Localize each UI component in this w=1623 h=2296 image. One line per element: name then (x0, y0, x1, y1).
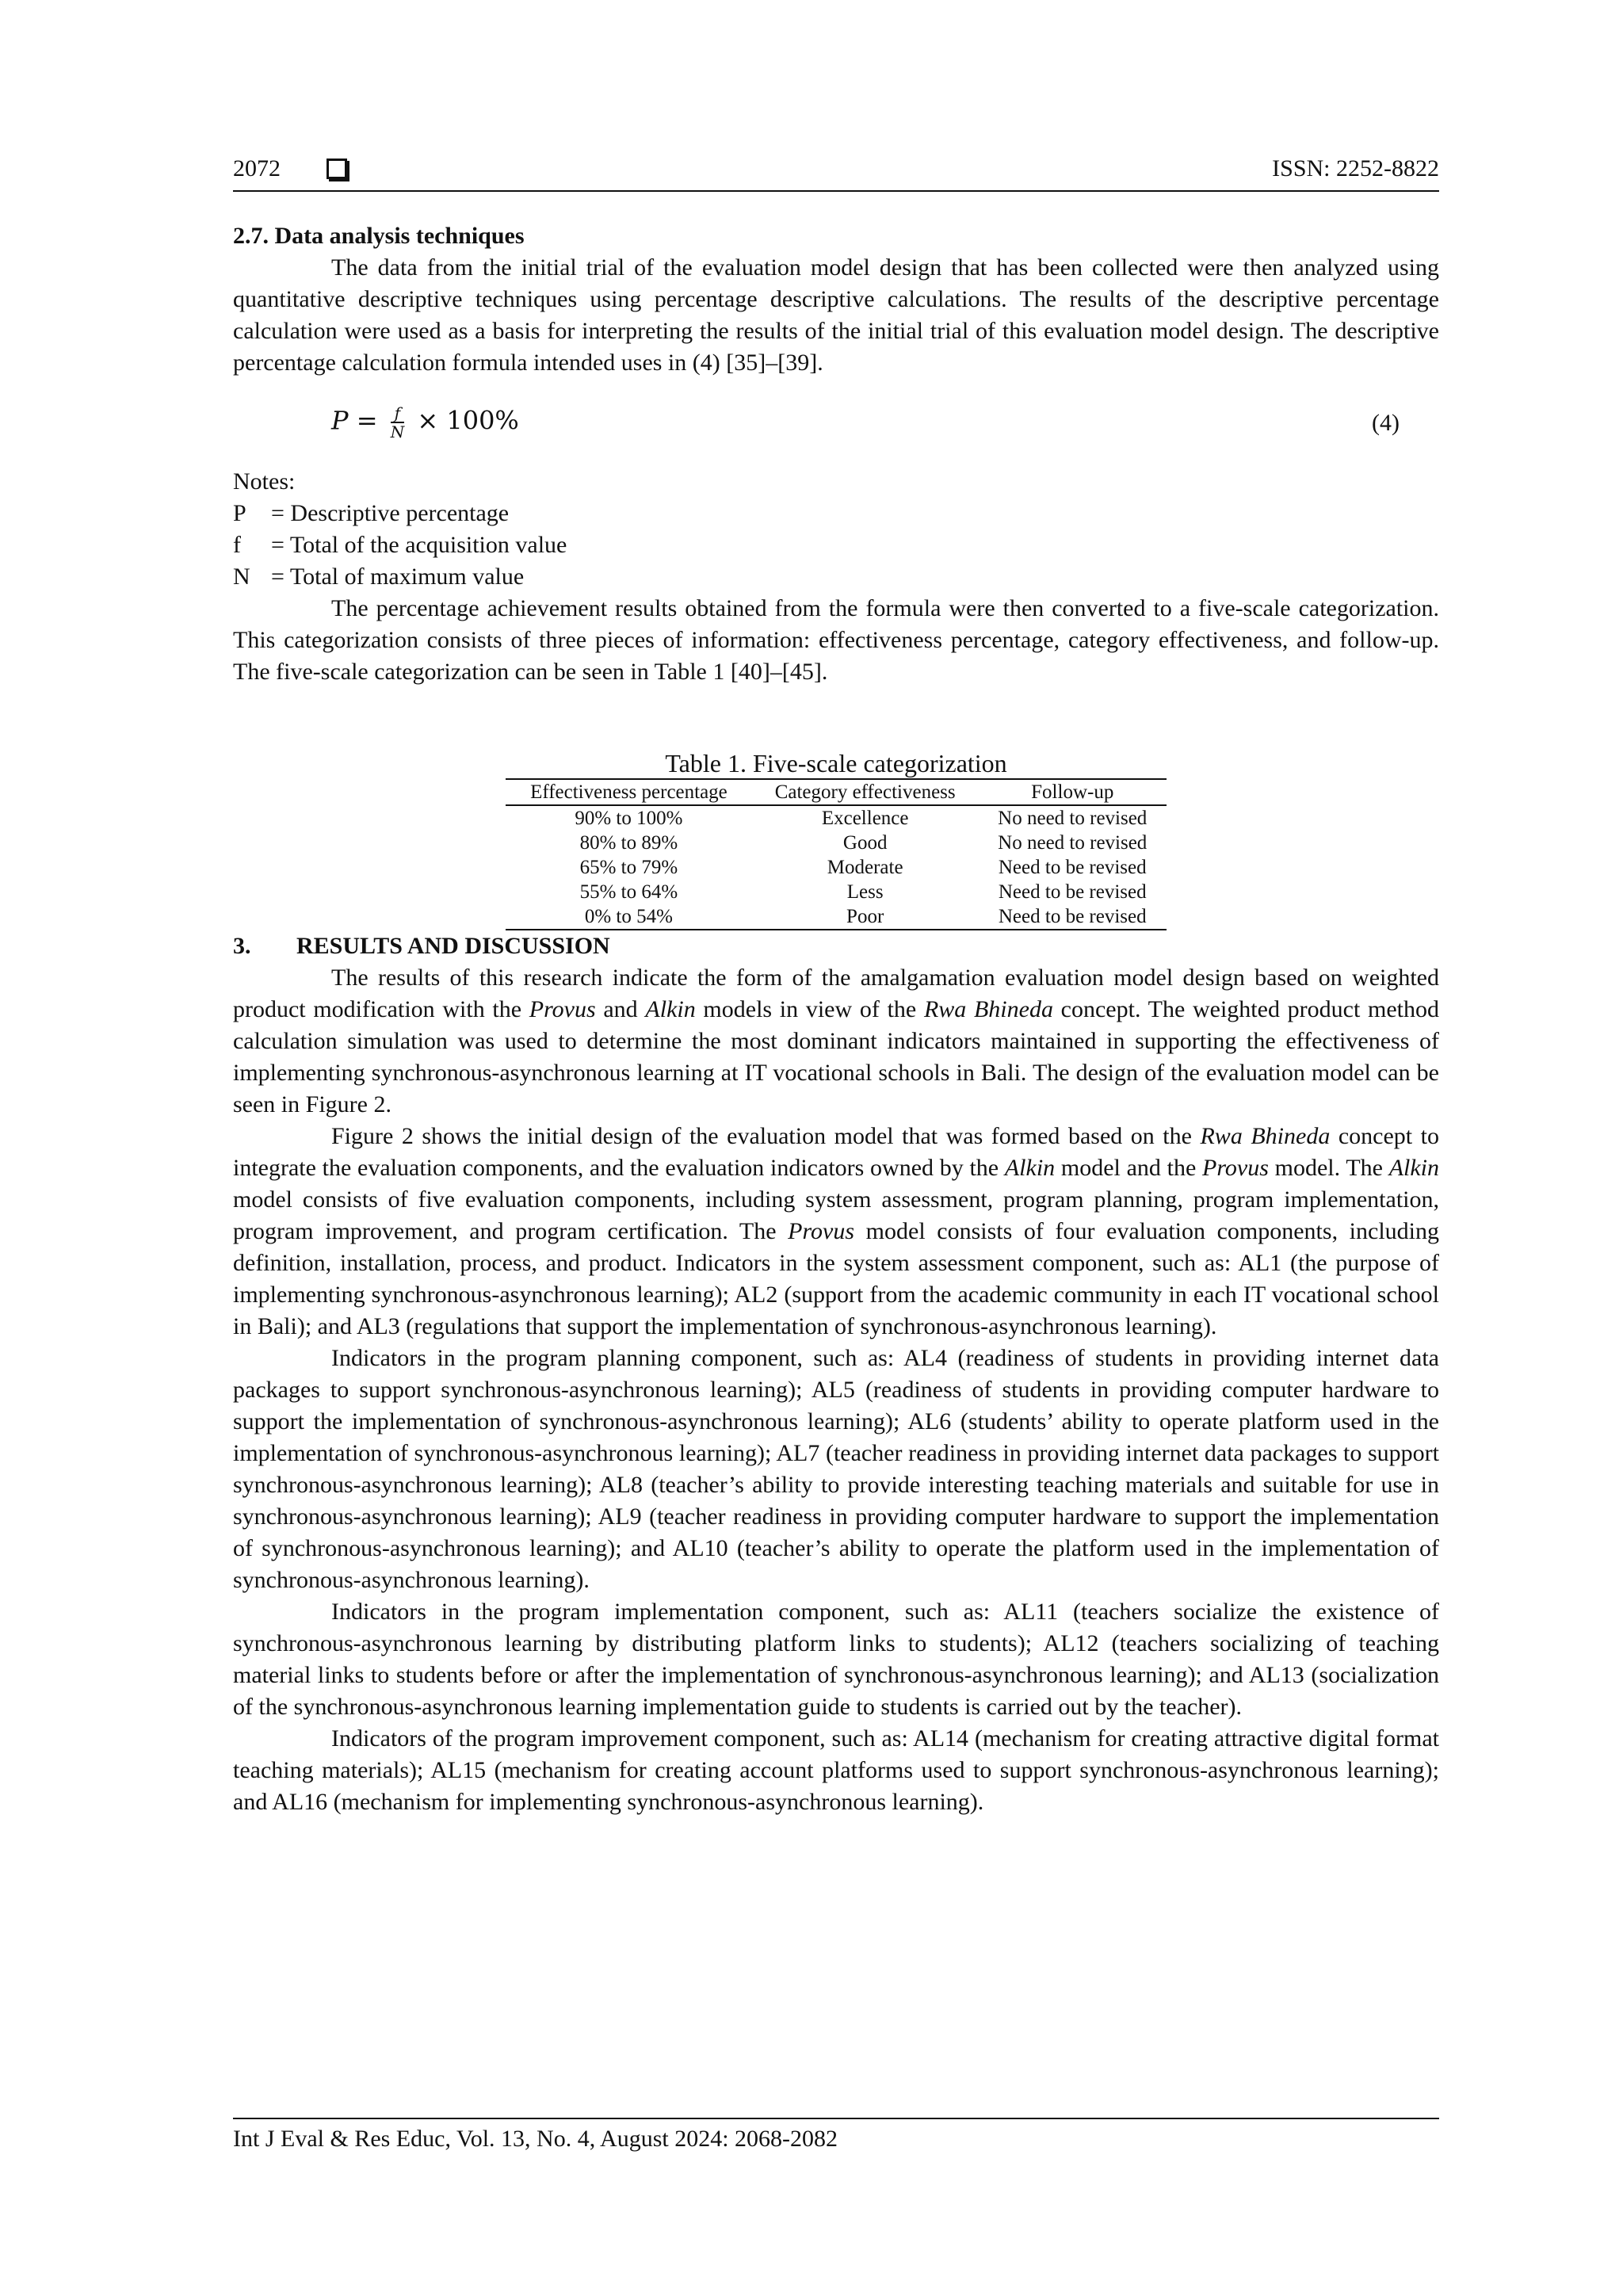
notes-label: Notes: (233, 468, 296, 495)
paragraph: Indicators in the program planning component, such as: AL4 (readiness of students in providing internet data packages to support synchronous-asynchronous learning); AL5 (readiness of students in providing computer hardware to support the implementation of synchronous-asynchronous learning); AL6 (students’ ability to operate platform used in the implementation of synchronous-asynchronous learning); AL7 (teacher readiness in providing internet data packages to support synchronous-asynchronous learning); AL8 (teacher’s ability to provide interesting teaching materials and suitable for use in synchronous-asynchronous learning); AL9 (teacher readiness in providing computer hardware to support the implementation of synchronous-asynchronous learning); and AL10 (teacher’s ability to operate the platform used in the implementation of synchronous-asynchronous learning). (233, 1345, 1439, 1593)
table-1 (506, 748, 1167, 930)
paragraph: Indicators in the program implementation component, such as: AL11 (teachers socialize the existence of synchronous-asynchronous learning by distributing platform links to students); AL12 (teachers socializing of teaching material links to students before or after the implementation of synchronous-asynchronous learning); and AL13 (socialization of the synchronous-asynchronous learning implementation guide to students is carried out by the teacher). (233, 1599, 1439, 1720)
section-number: 3. (233, 933, 251, 959)
column-header: Follow-up (979, 779, 1167, 805)
note-symbol: f (233, 532, 241, 558)
equation-4 (233, 387, 1439, 463)
column-header: Category effectiveness (752, 779, 979, 805)
table-cell: Good (842, 832, 888, 854)
table-cell: Poor (752, 904, 979, 930)
section-title: RESULTS AND DISCUSSION (296, 933, 610, 959)
header-rule (233, 190, 1439, 192)
formula-numerator: f (391, 404, 405, 423)
table-cell: Need to be revised (998, 857, 1147, 878)
table-row (506, 904, 1167, 930)
table-cell: 90% to 100% (575, 808, 683, 829)
table-cell: 0% to 54% (506, 904, 752, 930)
note-symbol: N (233, 563, 250, 590)
table-cell: 55% to 64% (579, 881, 678, 903)
section-heading-2-7: 2.7. Data analysis techniques (233, 223, 525, 249)
note-symbol: P (233, 500, 246, 526)
table-row (506, 831, 1167, 855)
table-header-row (506, 779, 1167, 805)
table-cell: 65% to 79% (579, 857, 678, 878)
paragraph: Figure 2 shows the initial design of the evaluation model that was formed based on the Rwa Bhineda concept to integrate the evaluation components, and the evaluation indicators owned by the Alkin model and the Provus model. The Alkin model consists of five evaluation components, including system assessment, program planning, program implementation, program improvement, and program certification. The Provus model consists of four evaluation components, including definition, installation, process, and product. Indicators in the system assessment component, such as: AL1 (the purpose of implementing synchronous-asynchronous learning); AL2 (support from the academic community in each IT vocational school in Bali); and AL3 (regulations that support the implementation of synchronous-asynchronous learning). (233, 1123, 1439, 1339)
table-row (506, 805, 1167, 831)
table-row (506, 855, 1167, 880)
column-header: Effectiveness percentage (506, 779, 752, 805)
note-text: = Descriptive percentage (271, 500, 510, 526)
section-heading-3 (233, 930, 1439, 962)
note-item (233, 498, 1439, 529)
table-cell: No need to revised (998, 808, 1148, 829)
formula-lhs: P = (331, 405, 378, 436)
paragraph: The data from the initial trial of the evaluation model design that has been collected were then analyzed using quantitative descriptive techniques using percentage descriptive calculations. The results of the descriptive percentage calculation were used as a basis for interpreting the results of the initial trial of this evaluation model design. The descriptive percentage calculation formula intended uses in (4) [35]–[39]. (233, 254, 1439, 376)
page-header (233, 155, 1439, 190)
table-title: Table 1. Five-scale categorization (665, 749, 1007, 777)
journal-citation: Int J Eval & Res Educ, Vol. 13, No. 4, August 2024: 2068-2082 (233, 2126, 838, 2152)
page-body (233, 220, 1439, 1818)
table-cell: 80% to 89% (579, 832, 678, 854)
formula-fraction (391, 404, 405, 441)
categorization-table (506, 778, 1167, 930)
paragraph: The percentage achievement results obtained from the formula were then converted to a five-scale categorization. This categorization consists of three pieces of information: effectiveness percentage, category effectiveness, and follow-up. The five-scale categorization can be seen in Table 1 [40]–[45]. (233, 595, 1439, 685)
note-text: = Total of the acquisition value (271, 532, 567, 558)
formula-rhs: × 100% (417, 405, 519, 436)
note-text: = Total of maximum value (271, 563, 525, 590)
table-cell: Excellence (821, 808, 909, 829)
footer-rule (233, 2118, 1439, 2119)
formula (331, 404, 519, 441)
table-cell: Moderate (827, 857, 903, 878)
table-row (506, 880, 1167, 904)
table-cell: Need to be revised (979, 904, 1167, 930)
paragraph: Indicators of the program improvement component, such as: AL14 (mechanism for creating attractive digital format teaching materials); AL15 (mechanism for creating account platforms used to support synchronous-asynchronous learning); and AL16 (mechanism for implementing synchronous-asynchronous learning). (233, 1725, 1439, 1815)
note-item (233, 561, 1439, 593)
table-cell: Need to be revised (998, 881, 1147, 903)
formula-denominator: N (390, 422, 405, 441)
square-bullet-icon (327, 159, 347, 179)
table-cell: No need to revised (998, 832, 1148, 854)
equation-number: (4) (1372, 410, 1400, 436)
issn-label: ISSN: 2252-8822 (1272, 155, 1439, 181)
paragraph: The results of this research indicate the form of the amalgamation evaluation model design based on weighted product modification with the Provus and Alkin models in view of the Rwa Bhineda concept. The weighted product method calculation simulation was used to determine the most dominant indicators maintained in supporting the effectiveness of implementing synchronous-asynchronous learning at IT vocational schools in Bali. The design of the evaluation model can be seen in Figure 2. (233, 965, 1439, 1117)
page-number: 2072 (233, 155, 281, 181)
note-item (233, 529, 1439, 561)
table-cell: Less (846, 881, 884, 903)
